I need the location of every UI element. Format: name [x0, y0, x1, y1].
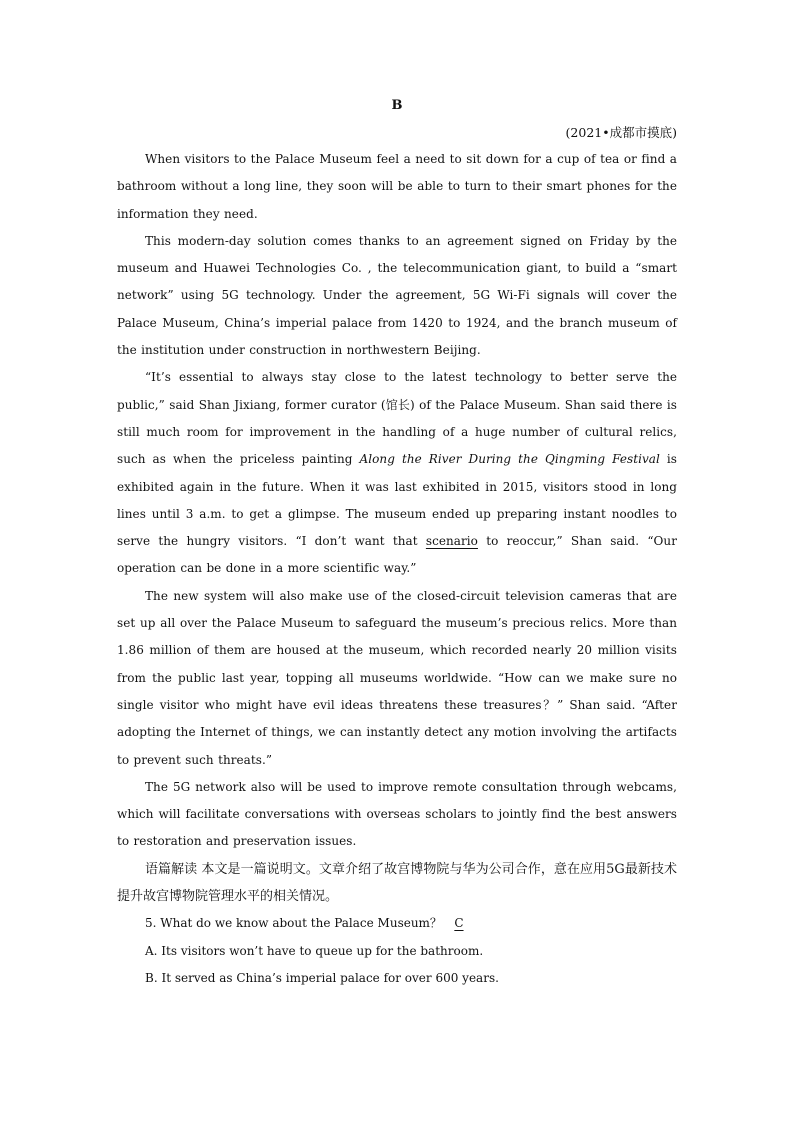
underlined-word: scenario	[425, 534, 478, 549]
source-note: (2021•成都市摸底)	[565, 125, 677, 140]
document-page	[117, 92, 677, 992]
question-5-stem: 5. What do we know about the Palace Museum？	[145, 916, 442, 931]
section-title: B	[391, 98, 403, 113]
option-b: B. It served as China’s imperial palace for over 600 years.	[145, 970, 499, 985]
paragraph-3-part-a: “It’s essential to always stay close to the latest technology to better serve the public,” said Shan Jixiang, former curator (馆长) of the Palace Museum. Shan said there is still much room for improvement in the handling of a huge number of cultural relics, such as when the priceless painting	[117, 370, 677, 467]
option-a: A. Its visitors won’t have to queue up for the bathroom.	[145, 943, 484, 958]
question-5-answer: C	[454, 916, 464, 931]
paragraph-3-part-c: to reoccur,” Shan said. “Our operation can be done in a more scientific way.”	[117, 534, 677, 576]
question-5	[117, 910, 677, 937]
passage-paragraph-3	[117, 364, 677, 582]
passage-paragraph-2: This modern-day solution comes thanks to an agreement signed on Friday by the museum and Huawei Technologies Co. , the telecommunication giant, to build a “smart network” using 5G technology. Under the agreement, 5G Wi-Fi signals will cover the Palace Museum, China’s imperial palace from 1420 to 1924, and the branch museum of the institution under construction in northwestern Beijing.	[117, 233, 677, 358]
passage-analysis: 语篇解读 本文是一篇说明文。文章介绍了故宫博物院与华为公司合作，意在应用5G最新技术提升故宫博物院管理水平的相关情况。	[117, 861, 677, 905]
passage-paragraph-4: The new system will also make use of the closed-circuit television cameras that are set up all over the Palace Museum to safeguard the museum’s precious relics. More than 1.86 million of them are housed at the museum, which recorded nearly 20 million visits from the public last year, topping all museums worldwide. “How can we make sure no single visitor who might have evil ideas threatens these treasures？” Shan said. “After adopting the Internet of things, we can instantly detect any motion involving the artifacts to prevent such threats.”	[117, 588, 677, 767]
paragraph-3-part-b: is exhibited again in the future. When it was last exhibited in 2015, visitors stood in long lines until 3 a.m. to get a glimpse. The museum ended up preparing instant noodles to serve the hungry visitors. “I don’t want that	[117, 452, 678, 549]
passage-paragraph-5: The 5G network also will be used to improve remote consultation through webcams, which will facilitate conversations with overseas scholars to jointly find the best answers to restoration and preservation issues.	[117, 779, 677, 849]
passage-paragraph-1: When visitors to the Palace Museum feel a need to sit down for a cup of tea or find a bathroom without a long line, they soon will be able to turn to their smart phones for the information they need.	[117, 152, 677, 221]
painting-title: Along the River During the Qingming Festival	[359, 452, 660, 467]
